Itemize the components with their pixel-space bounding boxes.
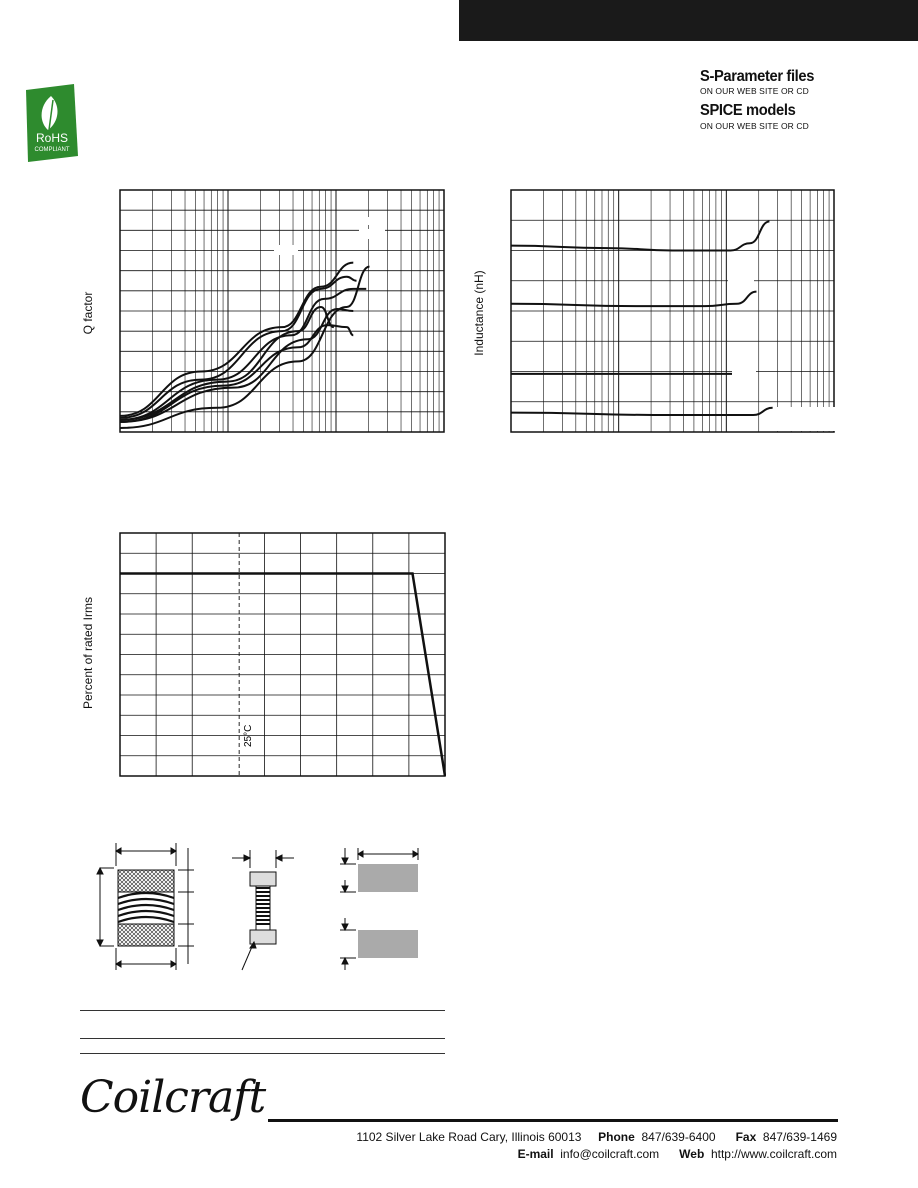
web-label: Web xyxy=(679,1147,705,1161)
table-rule-middle xyxy=(80,1038,445,1039)
inductance-axis-label: Inductance (nH) xyxy=(472,270,486,356)
l-chart-label-box xyxy=(728,277,754,291)
land-pattern-drawing xyxy=(340,848,418,970)
spice-title: SPICE models xyxy=(700,102,796,119)
email-link[interactable]: info@coilcraft.com xyxy=(560,1147,660,1161)
rohs-badge xyxy=(22,84,80,162)
phone-number: 847/639-6400 xyxy=(641,1130,716,1144)
inductance-chart xyxy=(510,189,835,433)
q-chart-label-box xyxy=(274,245,298,255)
q-factor-axis-label: Q factor xyxy=(81,291,95,335)
l-chart-label-box xyxy=(775,407,835,431)
q-chart-label-box xyxy=(359,229,385,239)
rohs-subtitle: COMPLIANT xyxy=(34,147,70,153)
spice-subtitle: ON OUR WEB SITE OR CD xyxy=(700,121,809,131)
derating-25c-label: 25°C xyxy=(243,724,254,747)
footer-address-line xyxy=(300,1130,837,1144)
derating-axis-label: Percent of rated Irms xyxy=(81,596,95,710)
table-rule-top xyxy=(80,1010,445,1011)
table-rule-bottom xyxy=(80,1053,445,1054)
coilcraft-logo: Coilcraft xyxy=(80,1072,266,1123)
dimension-drawings xyxy=(90,838,440,978)
top-view-drawing xyxy=(97,843,194,970)
fax-label: Fax xyxy=(735,1130,757,1144)
q-factor-chart xyxy=(119,189,445,433)
sparam-subtitle: ON OUR WEB SITE OR CD xyxy=(700,86,809,96)
header-bar xyxy=(459,0,918,41)
email-label: E-mail xyxy=(517,1147,554,1161)
phone-label: Phone xyxy=(598,1130,635,1144)
derating-chart xyxy=(119,532,446,777)
l-chart-label-box xyxy=(732,367,756,379)
rohs-leaf-icon xyxy=(22,84,80,162)
footer-rule xyxy=(268,1119,838,1122)
address: 1102 Silver Lake Road Cary, Illinois 60013 xyxy=(356,1130,582,1144)
side-view-drawing xyxy=(232,850,294,970)
rohs-title: RoHS xyxy=(35,131,69,145)
fax-number: 847/639-1469 xyxy=(762,1130,837,1144)
footer-contact-line xyxy=(300,1147,837,1161)
web-link[interactable]: http://www.coilcraft.com xyxy=(710,1147,837,1161)
q-chart-label-box xyxy=(349,217,377,225)
sparam-title: S-Parameter files xyxy=(700,68,815,85)
